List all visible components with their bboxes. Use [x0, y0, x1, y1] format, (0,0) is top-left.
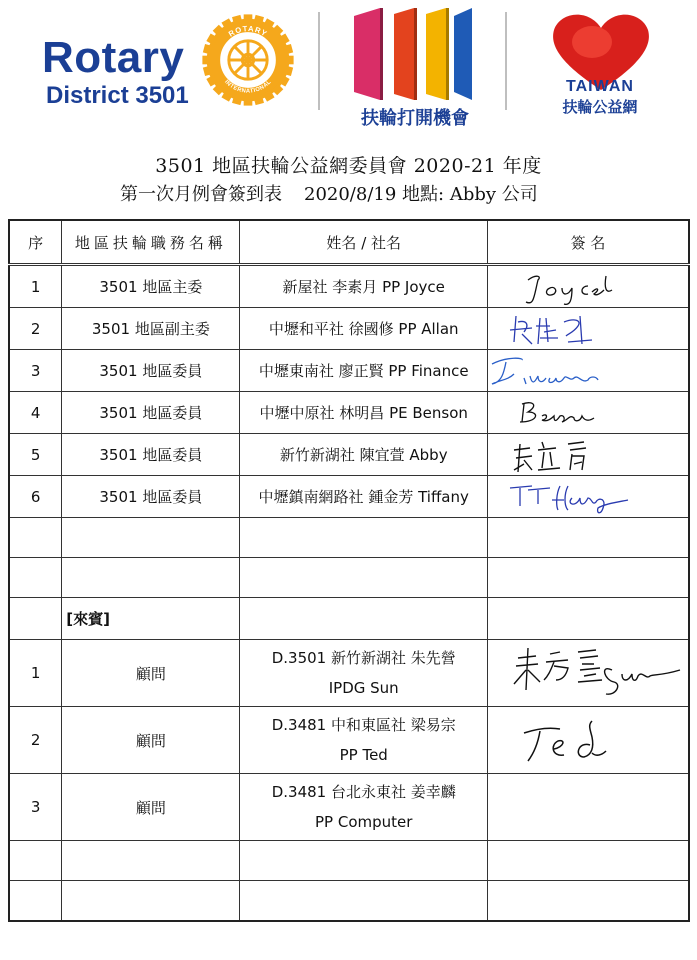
- header-divider: [318, 12, 320, 110]
- signature-cell: [487, 774, 689, 841]
- seq-cell: 3: [9, 350, 62, 392]
- doors-label: 扶輪打開機會: [361, 108, 469, 129]
- signature-cell: [487, 640, 689, 707]
- role-cell: 3501 地區委員: [62, 392, 240, 434]
- signature-cell: [487, 392, 689, 434]
- table-row: [9, 308, 689, 350]
- role-cell: 3501 地區主委: [62, 265, 240, 308]
- name-cell: 新屋社 李素月 PP Joyce: [240, 265, 488, 308]
- table-row: [9, 774, 689, 841]
- signature-joyce: [488, 266, 688, 307]
- guest-heading: [來賓]: [62, 598, 240, 640]
- empty-cell: [487, 841, 689, 881]
- seq-cell: 1: [9, 640, 62, 707]
- signature-cell: [487, 476, 689, 518]
- guest-name-line2: PP Computer: [315, 813, 413, 831]
- header-divider: [505, 12, 507, 110]
- empty-cell: [9, 598, 62, 640]
- seq-cell: 3: [9, 774, 62, 841]
- seq-cell: 2: [9, 308, 62, 350]
- signature-cell: [487, 265, 689, 308]
- table-row: [9, 640, 689, 707]
- role-cell: 顧問: [62, 640, 240, 707]
- table-row: [9, 265, 689, 308]
- empty-cell: [240, 558, 488, 598]
- seq-cell: 6: [9, 476, 62, 518]
- name-cell: 中壢鎮南網路社 鍾金芳 Tiffany: [240, 476, 488, 518]
- signature-tiffany: [488, 476, 688, 517]
- signature-cell: [487, 707, 689, 774]
- empty-cell: [240, 841, 488, 881]
- header-seq: 序: [9, 220, 62, 265]
- header-sign: 簽 名: [487, 220, 689, 265]
- table-row-empty: [9, 881, 689, 922]
- signature-sun: [488, 640, 688, 706]
- name-cell: [240, 707, 488, 774]
- name-cell: [240, 774, 488, 841]
- empty-cell: [487, 518, 689, 558]
- table-row: [9, 476, 689, 518]
- signature-ted: [488, 707, 688, 773]
- signature-cell: [487, 350, 689, 392]
- table-row-empty: [9, 558, 689, 598]
- district-label: District 3501: [46, 82, 189, 109]
- table-row: [9, 392, 689, 434]
- wheel-ring-bottom: INTERNATIONAL: [223, 79, 273, 95]
- seq-cell: 4: [9, 392, 62, 434]
- rotary-wordmark: Rotary: [42, 33, 185, 82]
- table-row: [9, 434, 689, 476]
- subtitle-text: 第一次月例會簽到表: [120, 184, 282, 205]
- seq-cell: 5: [9, 434, 62, 476]
- signature-abby: [488, 434, 688, 475]
- table-row: [9, 350, 689, 392]
- name-cell: 中壢和平社 徐國修 PP Allan: [240, 308, 488, 350]
- role-cell: 顧問: [62, 707, 240, 774]
- header-role: 地區扶輪職務名稱: [62, 220, 240, 265]
- empty-cell: [62, 558, 240, 598]
- name-cell: 中壢東南社 廖正賢 PP Finance: [240, 350, 488, 392]
- empty-cell: [240, 518, 488, 558]
- seq-cell: 2: [9, 707, 62, 774]
- signature-allan: [488, 308, 688, 349]
- attendance-table: [8, 219, 690, 922]
- role-cell: 3501 地區副主委: [62, 308, 240, 350]
- empty-cell: [240, 598, 488, 640]
- table-header-row: [9, 220, 689, 265]
- empty-cell: [487, 558, 689, 598]
- table-row: [9, 707, 689, 774]
- open-doors-icon: [350, 6, 474, 102]
- table-row-empty: [9, 841, 689, 881]
- rotary-logo: [42, 33, 189, 110]
- role-cell: 3501 地區委員: [62, 434, 240, 476]
- table-row-empty: [9, 518, 689, 558]
- rotary-wheel-icon: [200, 12, 296, 108]
- wheel-ring-top: ROTARY: [226, 24, 270, 39]
- signature-finance: [488, 350, 688, 391]
- document-title: 3501 地區扶輪公益網委員會 2020-21 年度: [155, 155, 542, 177]
- role-cell: 3501 地區委員: [62, 476, 240, 518]
- empty-cell: [9, 518, 62, 558]
- guest-name-line2: PP Ted: [339, 746, 388, 764]
- guest-name-line1: D.3481 中和東區社 梁易宗: [271, 716, 456, 734]
- document-subtitle: [120, 180, 538, 206]
- header-name: 姓名 / 社名: [240, 220, 488, 265]
- empty-cell: [62, 518, 240, 558]
- guest-name-line2: IPDG Sun: [328, 679, 399, 697]
- taiwan-label: 扶輪公益網: [562, 98, 638, 116]
- guest-heading-row: [9, 598, 689, 640]
- empty-cell: [487, 881, 689, 922]
- role-cell: 顧問: [62, 774, 240, 841]
- empty-cell: [9, 841, 62, 881]
- empty-cell: [9, 881, 62, 922]
- name-cell: 新竹新湖社 陳宜萱 Abby: [240, 434, 488, 476]
- signature-benson: [488, 392, 688, 433]
- meeting-date: 2020/8/19: [304, 184, 397, 205]
- signature-cell: [487, 308, 689, 350]
- empty-cell: [62, 881, 240, 922]
- empty-cell: [240, 881, 488, 922]
- signature-cell: [487, 434, 689, 476]
- guest-name-line1: D.3501 新竹新湖社 朱先營: [271, 649, 456, 667]
- seq-cell: 1: [9, 265, 62, 308]
- taiwan-wordmark: TAIWAN: [566, 78, 634, 95]
- empty-cell: [9, 558, 62, 598]
- meeting-place: 地點: Abby 公司: [402, 184, 538, 205]
- name-cell: [240, 640, 488, 707]
- empty-cell: [62, 841, 240, 881]
- empty-cell: [487, 598, 689, 640]
- name-cell: 中壢中原社 林明昌 PE Benson: [240, 392, 488, 434]
- guest-name-line1: D.3481 台北永東社 姜幸麟: [271, 783, 456, 801]
- role-cell: 3501 地區委員: [62, 350, 240, 392]
